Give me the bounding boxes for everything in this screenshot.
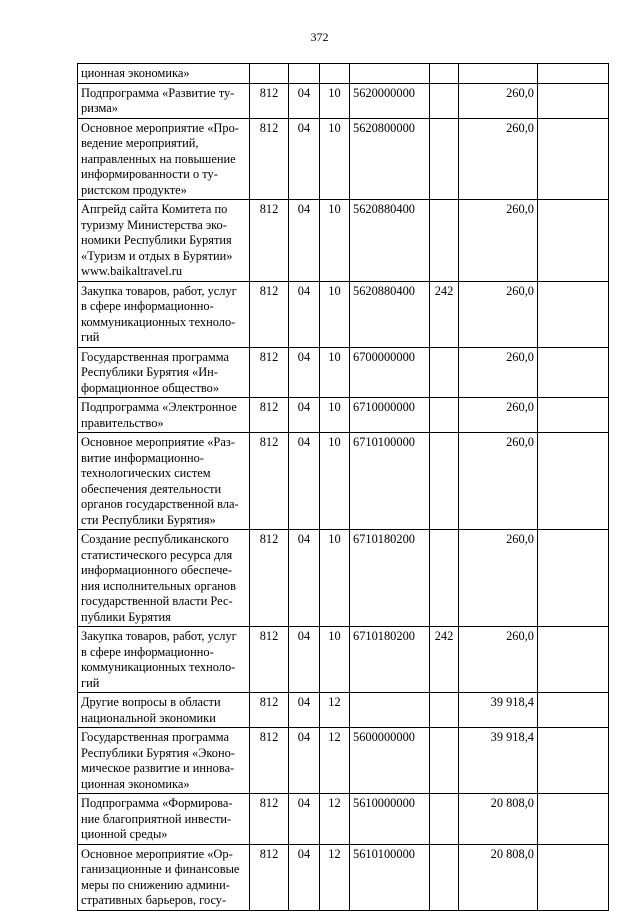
subsection-code-cell: 12: [320, 844, 350, 910]
expense-type-code-cell: 242: [430, 627, 459, 693]
grbs-code-cell: 812: [250, 83, 289, 118]
amount-cell: [459, 64, 538, 84]
extra-column-cell: [538, 398, 609, 433]
subsection-code-cell: [320, 64, 350, 84]
grbs-code-cell: 812: [250, 530, 289, 627]
table-row: [78, 398, 609, 433]
target-article-code-cell: 5620880400: [350, 281, 430, 347]
section-code-cell: 04: [289, 627, 320, 693]
expense-type-code-cell: [430, 530, 459, 627]
table-row: [78, 728, 609, 794]
table-row: [78, 281, 609, 347]
table-row: [78, 83, 609, 118]
amount-cell: 260,0: [459, 347, 538, 398]
grbs-code-cell: 812: [250, 627, 289, 693]
target-article-code-cell: 6710180200: [350, 530, 430, 627]
grbs-code-cell: 812: [250, 794, 289, 845]
target-article-code-cell: 5620800000: [350, 118, 430, 200]
subsection-code-cell: 10: [320, 83, 350, 118]
extra-column-cell: [538, 281, 609, 347]
target-article-code-cell: [350, 693, 430, 728]
item-name-cell: Закупка товаров, работ, услуг в сфере информационно- коммуникационных техноло- гий: [78, 281, 250, 347]
target-article-code-cell: 5620880400: [350, 200, 430, 282]
extra-column-cell: [538, 347, 609, 398]
grbs-code-cell: 812: [250, 728, 289, 794]
extra-column-cell: [538, 530, 609, 627]
subsection-code-cell: 12: [320, 728, 350, 794]
subsection-code-cell: 10: [320, 433, 350, 530]
target-article-code-cell: 6700000000: [350, 347, 430, 398]
section-code-cell: 04: [289, 693, 320, 728]
amount-cell: 260,0: [459, 433, 538, 530]
item-name-cell: Подпрограмма «Формирова- ние благоприятной инвести- ционной среды»: [78, 794, 250, 845]
table-row: [78, 200, 609, 282]
amount-cell: 39 918,4: [459, 728, 538, 794]
table-row: [78, 627, 609, 693]
expense-type-code-cell: [430, 433, 459, 530]
grbs-code-cell: 812: [250, 281, 289, 347]
table-body: [78, 64, 609, 911]
target-article-code-cell: 5600000000: [350, 728, 430, 794]
table-row: [78, 794, 609, 845]
section-code-cell: 04: [289, 728, 320, 794]
subsection-code-cell: 10: [320, 281, 350, 347]
target-article-code-cell: [350, 64, 430, 84]
amount-cell: 260,0: [459, 200, 538, 282]
target-article-code-cell: 6710180200: [350, 627, 430, 693]
item-name-cell: Основное мероприятие «Раз- витие информационно- технологических систем обеспечения деятельности органов государственной вла- сти Республики Бурятия»: [78, 433, 250, 530]
item-name-cell: Подпрограмма «Электронное правительство»: [78, 398, 250, 433]
target-article-code-cell: 5620000000: [350, 83, 430, 118]
item-name-cell: Закупка товаров, работ, услуг в сфере информационно- коммуникационных техноло- гий: [78, 627, 250, 693]
target-article-code-cell: 6710000000: [350, 398, 430, 433]
expense-type-code-cell: [430, 64, 459, 84]
expense-type-code-cell: [430, 83, 459, 118]
grbs-code-cell: [250, 64, 289, 84]
expense-type-code-cell: [430, 347, 459, 398]
amount-cell: 260,0: [459, 398, 538, 433]
amount-cell: 20 808,0: [459, 794, 538, 845]
expense-type-code-cell: [430, 693, 459, 728]
amount-cell: 260,0: [459, 118, 538, 200]
amount-cell: 260,0: [459, 83, 538, 118]
table-row: [78, 118, 609, 200]
subsection-code-cell: 12: [320, 794, 350, 845]
expense-type-code-cell: [430, 844, 459, 910]
subsection-code-cell: 12: [320, 693, 350, 728]
table-row: [78, 844, 609, 910]
page-number: 372: [310, 30, 329, 44]
section-code-cell: 04: [289, 281, 320, 347]
expense-type-code-cell: [430, 398, 459, 433]
item-name-cell: Государственная программа Республики Бурятия «Ин- формационное общество»: [78, 347, 250, 398]
grbs-code-cell: 812: [250, 118, 289, 200]
item-name-cell: ционная экономика»: [78, 64, 250, 84]
item-name-cell: Государственная программа Республики Бурятия «Эконо- мическое развитие и иннова- ционная экономика»: [78, 728, 250, 794]
subsection-code-cell: 10: [320, 200, 350, 282]
grbs-code-cell: 812: [250, 844, 289, 910]
expense-type-code-cell: [430, 728, 459, 794]
grbs-code-cell: 812: [250, 347, 289, 398]
extra-column-cell: [538, 64, 609, 84]
section-code-cell: 04: [289, 794, 320, 845]
item-name-cell: Другие вопросы в области национальной экономики: [78, 693, 250, 728]
item-name-cell: Основное мероприятие «Ор- ганизационные и финансовые меры по снижению админи- стративных барьеров, госу-: [78, 844, 250, 910]
table-row: [78, 530, 609, 627]
expense-type-code-cell: 242: [430, 281, 459, 347]
budget-table: [77, 63, 609, 911]
expense-type-code-cell: [430, 200, 459, 282]
extra-column-cell: [538, 627, 609, 693]
extra-column-cell: [538, 118, 609, 200]
grbs-code-cell: 812: [250, 200, 289, 282]
amount-cell: 39 918,4: [459, 693, 538, 728]
amount-cell: 20 808,0: [459, 844, 538, 910]
subsection-code-cell: 10: [320, 398, 350, 433]
subsection-code-cell: 10: [320, 627, 350, 693]
section-code-cell: 04: [289, 200, 320, 282]
grbs-code-cell: 812: [250, 398, 289, 433]
section-code-cell: 04: [289, 347, 320, 398]
section-code-cell: 04: [289, 398, 320, 433]
target-article-code-cell: 5610000000: [350, 794, 430, 845]
section-code-cell: [289, 64, 320, 84]
amount-cell: 260,0: [459, 281, 538, 347]
extra-column-cell: [538, 200, 609, 282]
subsection-code-cell: 10: [320, 530, 350, 627]
extra-column-cell: [538, 794, 609, 845]
extra-column-cell: [538, 728, 609, 794]
extra-column-cell: [538, 83, 609, 118]
grbs-code-cell: 812: [250, 433, 289, 530]
subsection-code-cell: 10: [320, 118, 350, 200]
section-code-cell: 04: [289, 433, 320, 530]
subsection-code-cell: 10: [320, 347, 350, 398]
section-code-cell: 04: [289, 83, 320, 118]
target-article-code-cell: 6710100000: [350, 433, 430, 530]
section-code-cell: 04: [289, 118, 320, 200]
item-name-cell: Создание республиканского статистического ресурса для информационного обеспече- ния исполнительных органов государственной власти Рес- публики Бурятия: [78, 530, 250, 627]
grbs-code-cell: 812: [250, 693, 289, 728]
table-row: [78, 347, 609, 398]
item-name-cell: Апгрейд сайта Комитета по туризму Министерства эко- номики Республики Бурятия «Туризм и отдых в Бурятии» www.baikaltravel.ru: [78, 200, 250, 282]
section-code-cell: 04: [289, 844, 320, 910]
section-code-cell: 04: [289, 530, 320, 627]
target-article-code-cell: 5610100000: [350, 844, 430, 910]
item-name-cell: Подпрограмма «Развитие ту- ризма»: [78, 83, 250, 118]
extra-column-cell: [538, 433, 609, 530]
amount-cell: 260,0: [459, 627, 538, 693]
table-row: [78, 693, 609, 728]
extra-column-cell: [538, 693, 609, 728]
item-name-cell: Основное мероприятие «Про- ведение мероприятий, направленных на повышение информированности о ту- ристском продукте»: [78, 118, 250, 200]
table-row: [78, 64, 609, 84]
expense-type-code-cell: [430, 794, 459, 845]
extra-column-cell: [538, 844, 609, 910]
amount-cell: 260,0: [459, 530, 538, 627]
table-row: [78, 433, 609, 530]
expense-type-code-cell: [430, 118, 459, 200]
